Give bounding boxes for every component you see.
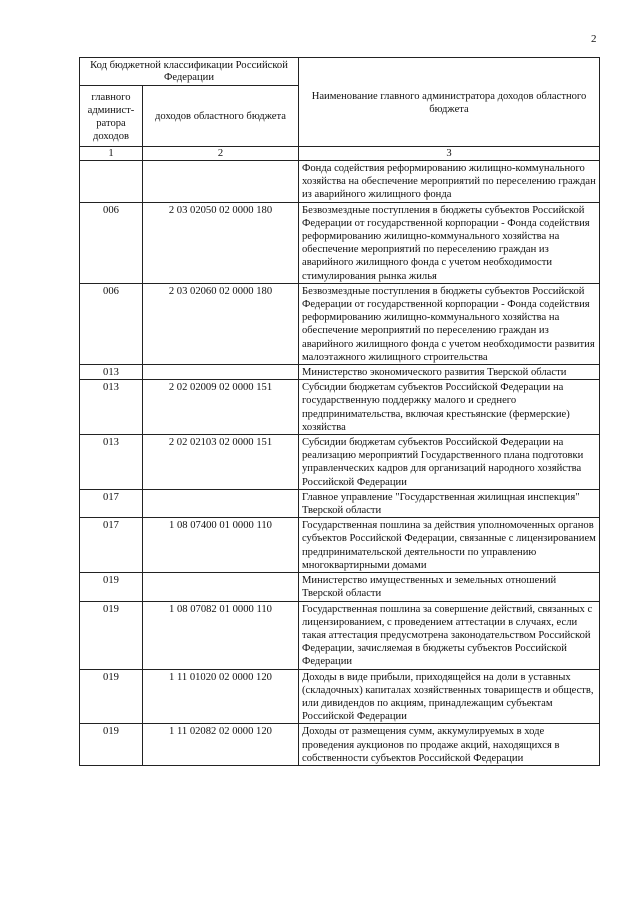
table-row (80, 435, 600, 490)
revenue-name-cell: Государственная пошлина за совершение действий, связанных с лицензированием, с проведением аттестации в случаях, если такая аттестация предусмотрена законодательством Российской Федерации, зачисляемая в бюджеты субъектов Российской Федерации (299, 601, 600, 669)
header-group-title: Код бюджетной классификации Российской Федерации (80, 58, 299, 86)
admin-code-cell: 017 (80, 489, 143, 517)
revenue-name-cell: Министерство экономического развития Тверской области (299, 365, 600, 380)
table-row (80, 380, 600, 435)
header-num-2: 2 (143, 147, 299, 161)
admin-code-cell: 019 (80, 724, 143, 766)
budget-classification-table (79, 57, 600, 766)
revenue-name-cell: Доходы в виде прибыли, приходящейся на доли в уставных (складочных) капиталах хозяйственных товариществ и обществ, или дивидендов по акциям, принадлежащим субъектам Российской Федерации (299, 669, 600, 724)
table-row (80, 202, 600, 283)
admin-code-cell: 006 (80, 202, 143, 283)
revenue-code-cell (143, 161, 299, 203)
header-col1-admin: главного админист-ратора доходов (80, 86, 143, 147)
revenue-name-cell: Доходы от размещения сумм, аккумулируемых в ходе проведения аукционов по продаже акций, находящихся в собственности субъектов Российской Федерации (299, 724, 600, 766)
header-num-3: 3 (299, 147, 600, 161)
revenue-code-cell: 1 08 07400 01 0000 110 (143, 518, 299, 573)
revenue-name-cell: Безвозмездные поступления в бюджеты субъектов Российской Федерации от государственной корпорации - Фонда содействия реформированию жилищно-коммунального хозяйства на обеспечение мероприятий по переселению граждан из аварийного жилищного фонда с учетом необходимости развития малоэтажного жилищного строительства (299, 283, 600, 364)
table-row (80, 573, 600, 601)
revenue-code-cell: 1 08 07082 01 0000 110 (143, 601, 299, 669)
table-body (80, 161, 600, 766)
revenue-code-cell: 1 11 02082 02 0000 120 (143, 724, 299, 766)
table-row (80, 283, 600, 364)
revenue-name-cell: Главное управление "Государственная жилищная инспекция" Тверской области (299, 489, 600, 517)
admin-code-cell: 013 (80, 435, 143, 490)
revenue-code-cell: 2 03 02050 02 0000 180 (143, 202, 299, 283)
admin-code-cell: 019 (80, 601, 143, 669)
revenue-code-cell: 1 11 01020 02 0000 120 (143, 669, 299, 724)
admin-code-cell: 006 (80, 283, 143, 364)
table-row (80, 669, 600, 724)
revenue-code-cell (143, 573, 299, 601)
admin-code-cell: 013 (80, 365, 143, 380)
admin-code-cell (80, 161, 143, 203)
revenue-code-cell (143, 365, 299, 380)
revenue-name-cell: Министерство имущественных и земельных отношений Тверской области (299, 573, 600, 601)
admin-code-cell: 013 (80, 380, 143, 435)
table-row (80, 365, 600, 380)
admin-code-cell: 017 (80, 518, 143, 573)
header-num-1: 1 (80, 147, 143, 161)
revenue-name-cell: Субсидии бюджетам субъектов Российской Федерации на реализацию мероприятий Государственного плана подготовки управленческих кадров для организаций народного хозяйства Российской Федерации (299, 435, 600, 490)
revenue-name-cell: Субсидии бюджетам субъектов Российской Федерации на государственную поддержку малого и среднего предпринимательства, включая крестьянские (фермерские) хозяйства (299, 380, 600, 435)
table-row (80, 161, 600, 203)
header-col3-name: Наименование главного администратора доходов областного бюджета (299, 58, 600, 147)
revenue-code-cell: 2 03 02060 02 0000 180 (143, 283, 299, 364)
table-row (80, 518, 600, 573)
revenue-name-cell: Государственная пошлина за действия уполномоченных органов субъектов Российской Федерации, связанные с лицензированием предпринимательской деятельности по управлению многоквартирными домами (299, 518, 600, 573)
revenue-code-cell: 2 02 02103 02 0000 151 (143, 435, 299, 490)
admin-code-cell: 019 (80, 669, 143, 724)
revenue-name-cell: Безвозмездные поступления в бюджеты субъектов Российской Федерации от государственной корпорации - Фонда содействия реформированию жилищно-коммунального хозяйства на обеспечение мероприятий по переселению граждан из аварийного жилищного фонда с учетом необходимости стимулирования рынка жилья (299, 202, 600, 283)
revenue-code-cell: 2 02 02009 02 0000 151 (143, 380, 299, 435)
revenue-code-cell (143, 489, 299, 517)
table-row (80, 724, 600, 766)
revenue-name-cell: Фонда содействия реформированию жилищно-коммунального хозяйства на обеспечение мероприятий по переселению граждан из аварийного жилищного фонда (299, 161, 600, 203)
header-col2-revenue: доходов областного бюджета (143, 86, 299, 147)
admin-code-cell: 019 (80, 573, 143, 601)
table-row (80, 601, 600, 669)
table-row (80, 489, 600, 517)
page-number: 2 (591, 33, 597, 45)
